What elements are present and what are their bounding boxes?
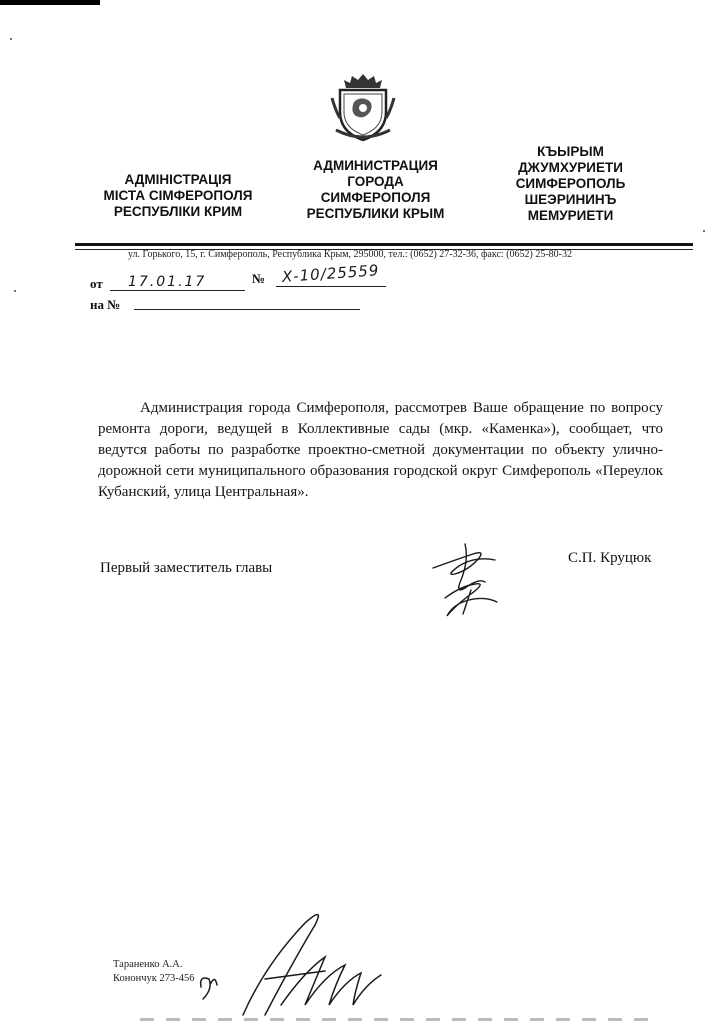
header-russian-line: АДМИНИСТРАЦИЯ [313,158,438,173]
header-ukrainian-line: МІСТА СІМФЕРОПОЛЯ [103,188,253,203]
ref-from-underline [110,290,245,291]
scan-speck [14,290,16,292]
executor-name: Тараненко А.А. [113,959,183,970]
header-ukrainian-line: АДМІНІСТРАЦІЯ [124,172,232,187]
signatory-title: Первый заместитель главы [100,560,273,576]
header-ukrainian [98,172,258,220]
ref-number: Х-10/25559 [281,261,380,286]
header-crimean-tatar [488,144,653,224]
letter-paragraph: Администрация города Симферополя, рассмотрев Ваше обращение по вопросу ремонта дороги, ведущей в Коллективные сады (мкр. «Каменка»), сообщает, что ведутся работы по разработке проектно-сметной документации по объекту улично-дорожной сети муниципального образования городской округ Симферополь «Переулок Кубанский, улица Центральная». [98,400,663,500]
header-russian-line: СИМФЕРОПОЛЯ [320,190,431,205]
address-line: ул. Горького, 15, г. Симферополь, Республика Крым, 295000, тел.: (0652) 27-32-36, факс: (0652) 25-80-32 [128,249,573,260]
scan-artifact-bottom [140,1018,660,1021]
header-divider-thick [75,243,693,246]
header-russian [288,158,463,222]
handwritten-signature [425,540,510,620]
ref-from-label: от [90,276,103,291]
header-tatar-line: ДЖУМХУРИЕТИ [518,160,623,175]
scan-speck [703,230,705,232]
executor-contact: Конончук 273-456 [113,973,195,984]
ref-to-underline [134,309,360,310]
letter-body [98,398,663,503]
header-tatar-line: СИМФЕРОПОЛЬ [515,176,626,191]
header-russian-line: ГОРОДА [347,174,404,189]
header-tatar-line: МЕМУРИЕТИ [527,208,614,223]
ref-number-underline [276,286,386,287]
header-russian-line: РЕСПУБЛИКИ КРЫМ [306,206,445,221]
header-ukrainian-line: РЕСПУБЛІКИ КРИМ [113,204,243,219]
executor-info [113,958,194,986]
header-tatar-line: КЪЫРЫМ [537,144,604,159]
signatory-name: С.П. Круцюк [568,550,652,566]
handwritten-mark [195,905,400,1020]
scan-artifact-bar [0,0,100,5]
coat-of-arms-icon [330,72,396,142]
ref-date: 17.01.17 [128,274,207,290]
ref-number-label: № [252,271,266,286]
ref-to-label: на № [90,297,121,312]
header-tatar-line: ШЕЭРИНИНЪ [524,192,617,207]
scan-speck [10,38,12,40]
